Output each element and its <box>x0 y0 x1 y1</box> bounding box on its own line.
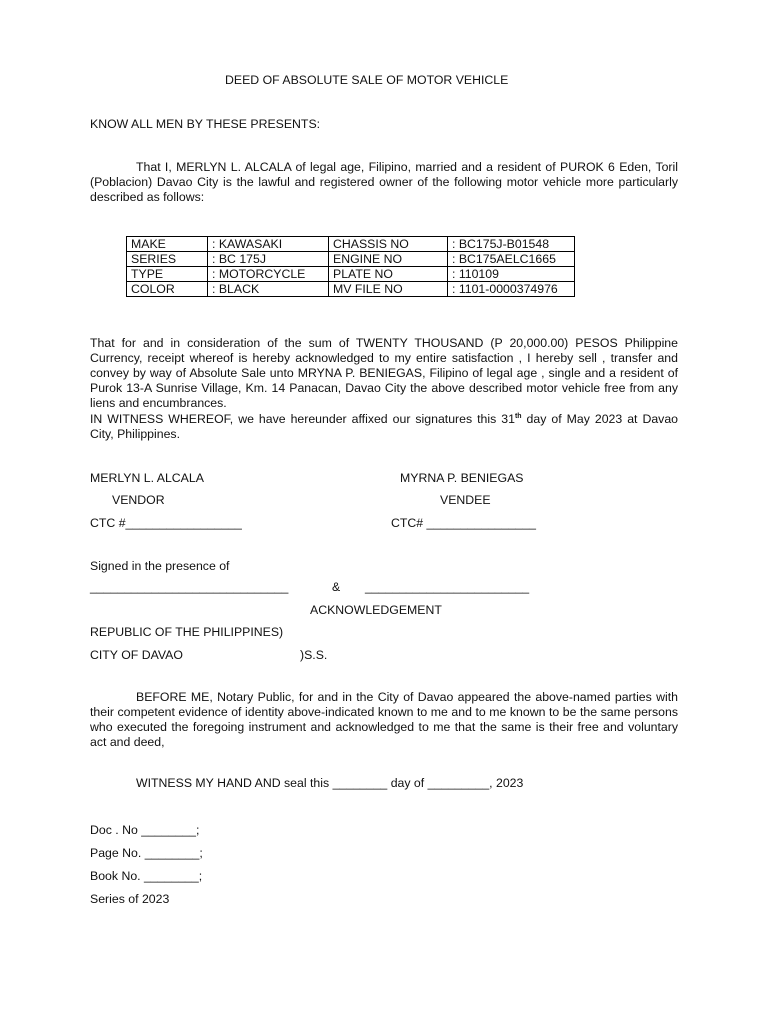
vehicle-details-table <box>126 236 575 297</box>
series-line: Series of 2023 <box>90 892 170 906</box>
vendor-ctc-line: CTC #_________________ <box>90 516 242 530</box>
witness-paragraph <box>90 412 678 442</box>
ss-marker: )S.S. <box>300 648 328 662</box>
table-cell: : BC175J-B01548 <box>448 237 575 252</box>
table-cell: : 110109 <box>448 267 575 282</box>
table-row <box>127 252 575 267</box>
ampersand: & <box>332 580 341 594</box>
vendor-label: VENDOR <box>112 493 165 507</box>
table-cell: : BLACK <box>208 282 329 297</box>
table-cell: : 1101-0000374976 <box>448 282 575 297</box>
presence-label: Signed in the presence of <box>90 559 230 573</box>
witness-signature-line-2: ________________________ <box>365 580 530 594</box>
acknowledgement-body: BEFORE ME, Notary Public, for and in the City of Davao appeared the above-named parties with their competent evidence of identity above-indicated known to me and to me known to be the same persons who executed the foregoing instrument and acknowledged to me that the same is their free and voluntary act and deed, <box>90 690 678 749</box>
witness-text-end: day of May 2023 at Davao City, Philippines. <box>90 412 678 441</box>
table-cell: TYPE <box>127 267 208 282</box>
table-cell: CHASSIS NO <box>329 237 448 252</box>
table-cell: SERIES <box>127 252 208 267</box>
table-cell: : MOTORCYCLE <box>208 267 329 282</box>
table-row <box>127 267 575 282</box>
table-row <box>127 237 575 252</box>
table-cell: : BC175AELC1665 <box>448 252 575 267</box>
witness-signature-line-1: _____________________________ <box>90 580 289 594</box>
book-no-line: Book No. ________; <box>90 869 203 883</box>
vendee-name: MYRNA P. BENIEGAS <box>400 471 524 485</box>
witness-hand-line: WITNESS MY HAND AND seal this ________ day of _________, 2023 <box>136 776 524 790</box>
table-cell: MAKE <box>127 237 208 252</box>
owner-paragraph: That I, MERLYN L. ALCALA of legal age, Filipino, married and a resident of PUROK 6 Eden, Toril (Poblacion) Davao City is the lawful and registered owner of the following motor vehicle more particularly described as follows: <box>90 160 678 204</box>
table-row <box>127 282 575 297</box>
vendee-label: VENDEE <box>440 493 491 507</box>
doc-no-line: Doc . No ________; <box>90 823 200 837</box>
ordinal-suffix: th <box>514 413 522 420</box>
witness-text-start: IN WITNESS WHEREOF, we have hereunder affixed our signatures this 31 <box>90 412 515 426</box>
page-no-line: Page No. ________; <box>90 846 203 860</box>
table-cell: : KAWASAKI <box>208 237 329 252</box>
table-cell: COLOR <box>127 282 208 297</box>
city-line: CITY OF DAVAO <box>90 648 183 662</box>
table-cell: ENGINE NO <box>329 252 448 267</box>
vendor-name: MERLYN L. ALCALA <box>90 471 204 485</box>
table-cell: MV FILE NO <box>329 282 448 297</box>
republic-line: REPUBLIC OF THE PHILIPPINES) <box>90 625 284 639</box>
document-title: DEED OF ABSOLUTE SALE OF MOTOR VEHICLE <box>225 73 509 87</box>
acknowledgement-heading: ACKNOWLEDGEMENT <box>310 603 442 617</box>
table-cell: : BC 175J <box>208 252 329 267</box>
vendee-ctc-line: CTC# ________________ <box>391 516 536 530</box>
opening-line: KNOW ALL MEN BY THESE PRESENTS: <box>90 117 321 131</box>
consideration-paragraph: That for and in consideration of the sum of TWENTY THOUSAND (P 20,000.00) PESOS Philippine Currency, receipt whereof is hereby acknowledged to my entire satisfaction , I hereby sell , transfer and convey by way of Absolute Sale unto MRYNA P. BENIEGAS, Filipino of legal age , single and a resident of Purok 13-A Sunrise Village, Km. 14 Panacan, Davao City the above described motor vehicle free from any liens and encumbrances. <box>90 336 678 410</box>
table-cell: PLATE NO <box>329 267 448 282</box>
